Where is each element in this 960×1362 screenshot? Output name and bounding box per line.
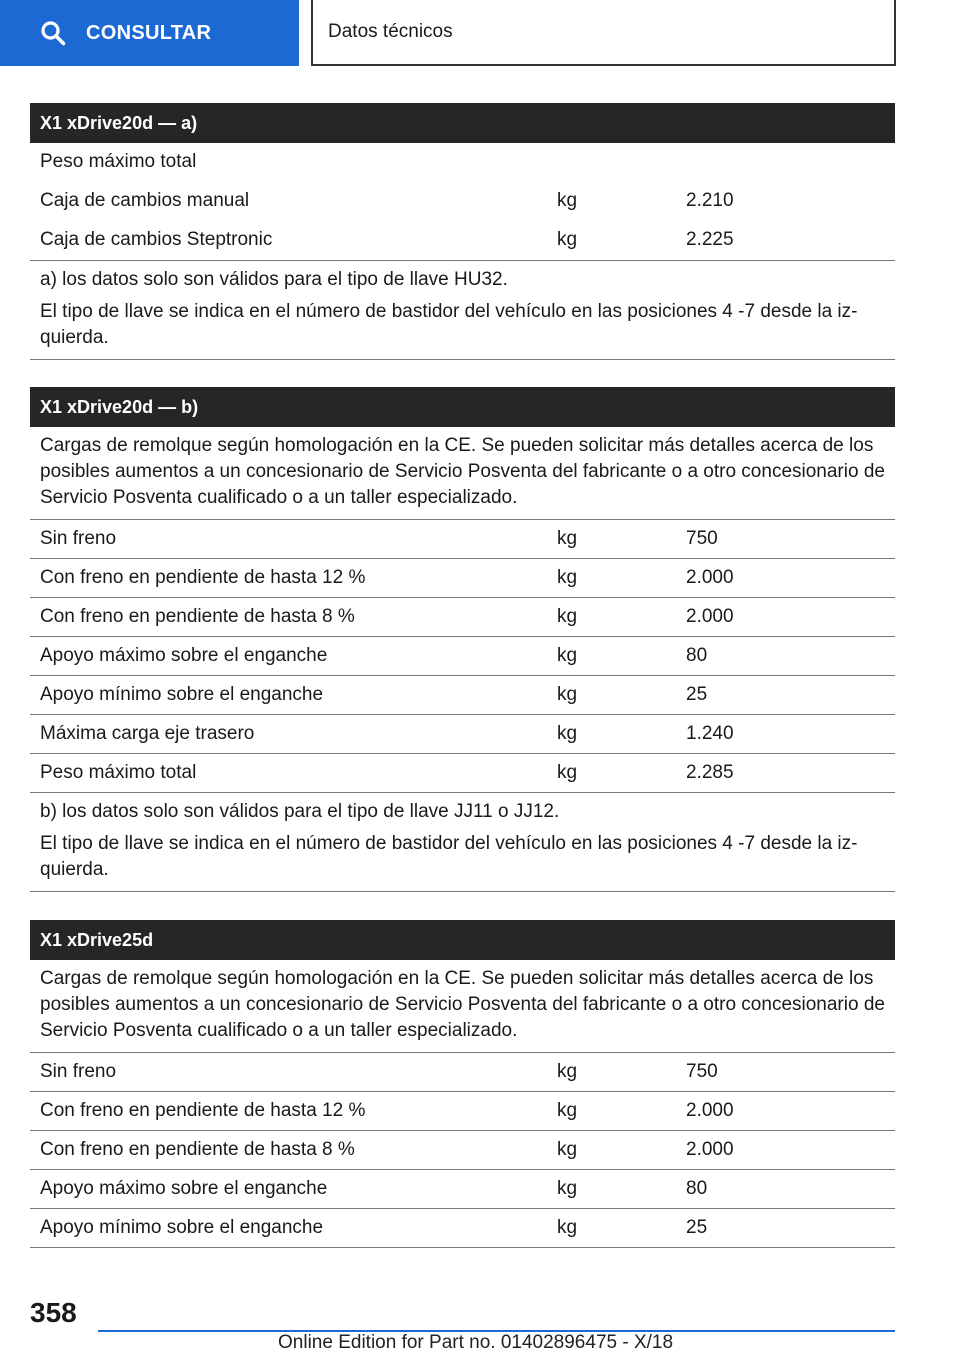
table-subtitle-row: [30, 143, 895, 182]
row-label: Máxima carga eje trasero: [40, 723, 255, 744]
section-notes: [30, 792, 895, 892]
table-row: [30, 597, 895, 636]
section-intro: Cargas de remolque según homologación en la CE. Se pueden solicitar más detalles acerca de los posibles aumentos a un concesionario de Servicio Posventa del fabricante o a otro concesionario de Servicio Posventa cualificado o a un taller especializado.: [40, 968, 885, 1041]
row-value: 80: [686, 645, 708, 666]
row-label: Apoyo máximo sobre el enganche: [40, 645, 328, 666]
row-unit: kg: [557, 723, 578, 744]
row-label: Con freno en pendiente de hasta 12 %: [40, 567, 366, 588]
row-value: 25: [686, 684, 708, 705]
table-end-divider: [30, 1247, 895, 1248]
section-intro: Cargas de remolque según homologación en la CE. Se pueden solicitar más detalles acerca de los posibles aumentos a un concesionario de Servicio Posventa del fabricante o a otro concesionario de Servicio Posventa cualificado o a un taller especializado.: [40, 435, 885, 508]
row-unit: kg: [557, 567, 578, 588]
table-row: [30, 519, 895, 558]
footnote: b) los datos solo son válidos para el tipo de llave JJ11 o JJ12.: [40, 801, 560, 822]
footnote: El tipo de llave se indica en el número de bastidor del vehículo en las posiciones 4 -7 desde la iz‐ quierda.: [40, 833, 858, 880]
footnote: a) los datos solo son válidos para el tipo de llave HU32.: [40, 269, 508, 290]
row-unit: kg: [557, 645, 578, 666]
table-row: [30, 1091, 895, 1130]
table-row: [30, 182, 895, 221]
row-label: Caja de cambios Steptronic: [40, 229, 273, 250]
row-label: Sin freno: [40, 528, 117, 549]
row-value: 2.000: [686, 606, 734, 627]
edition-footer: Online Edition for Part no. 01402896475 - X/18: [278, 1332, 674, 1353]
section-x1-xdrive20d-b: [30, 387, 895, 892]
row-label: Peso máximo total: [40, 151, 197, 172]
row-value: 2.000: [686, 1100, 734, 1121]
row-label: Sin freno: [40, 1061, 117, 1082]
row-label: Caja de cambios manual: [40, 190, 250, 211]
table-row: [30, 558, 895, 597]
row-label: Con freno en pendiente de hasta 12 %: [40, 1100, 366, 1121]
row-unit: kg: [557, 762, 578, 783]
row-value: 2.285: [686, 762, 734, 783]
row-unit: kg: [557, 1178, 578, 1199]
row-label: Con freno en pendiente de hasta 8 %: [40, 1139, 355, 1160]
row-unit: kg: [557, 606, 578, 627]
row-unit: kg: [557, 1100, 578, 1121]
section-notes: [30, 260, 895, 360]
page-header: [0, 0, 960, 66]
search-icon: [40, 20, 66, 46]
table-row: [30, 714, 895, 753]
row-unit: kg: [557, 1061, 578, 1082]
row-label: Apoyo mínimo sobre el enganche: [40, 1217, 324, 1238]
section-x1-xdrive25d: [30, 920, 895, 1248]
row-unit: kg: [557, 528, 578, 549]
chapter-title: Datos técnicos: [328, 21, 453, 42]
row-value: 2.000: [686, 567, 734, 588]
row-label: Con freno en pendiente de hasta 8 %: [40, 606, 355, 627]
consult-label: CONSULTAR: [86, 21, 212, 44]
row-unit: kg: [557, 1139, 578, 1160]
table-row: [30, 221, 895, 260]
row-value: 2.210: [686, 190, 734, 211]
section-x1-xdrive20d-a: [30, 103, 895, 360]
consult-button[interactable]: [0, 0, 299, 66]
row-unit: kg: [557, 1217, 578, 1238]
row-value: 80: [686, 1178, 708, 1199]
row-label: Apoyo mínimo sobre el enganche: [40, 684, 324, 705]
row-value: 1.240: [686, 723, 734, 744]
table-row: [30, 675, 895, 714]
table-row: [30, 1169, 895, 1208]
table-row: [30, 1208, 895, 1247]
row-label: Apoyo máximo sobre el enganche: [40, 1178, 328, 1199]
section-heading: X1 xDrive20d — a): [30, 103, 895, 143]
footnote: El tipo de llave se indica en el número de bastidor del vehículo en las posiciones 4 -7 desde la iz‐ quierda.: [40, 301, 858, 348]
row-value: 25: [686, 1217, 708, 1238]
row-unit: kg: [557, 684, 578, 705]
row-value: 2.225: [686, 229, 734, 250]
table-row: [30, 1130, 895, 1169]
section-heading: X1 xDrive20d — b): [30, 387, 895, 427]
table-row: [30, 753, 895, 792]
row-value: 2.000: [686, 1139, 734, 1160]
row-label: Peso máximo total: [40, 762, 197, 783]
page-number: 358: [30, 1297, 77, 1328]
section-heading: X1 xDrive25d: [30, 920, 895, 960]
row-unit: kg: [557, 190, 578, 211]
row-value: 750: [686, 1061, 718, 1082]
row-value: 750: [686, 528, 718, 549]
chapter-title-box: [311, 0, 896, 66]
table-row: [30, 636, 895, 675]
row-unit: kg: [557, 229, 578, 250]
table-row: [30, 1052, 895, 1091]
